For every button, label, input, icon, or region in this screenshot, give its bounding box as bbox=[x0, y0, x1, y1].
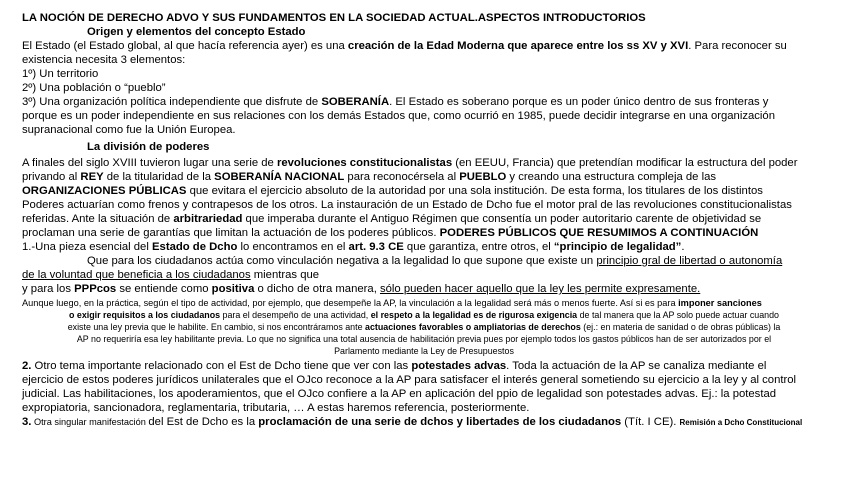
point-one-line bbox=[22, 268, 319, 282]
text-run-bold: “principio de legalidad” bbox=[553, 241, 682, 253]
text-run-bold: art. 9.3 CE bbox=[348, 241, 404, 253]
text-run: mientras que bbox=[250, 269, 320, 281]
paragraph-line: supranacional como fue la Unión Europea. bbox=[22, 124, 236, 136]
text-run: (en EEUU, Francia) que pretendían modificar la estructura del poder bbox=[452, 157, 798, 169]
text-run: del Est de Dcho es la bbox=[148, 416, 259, 428]
text-run-bold: potestades advas bbox=[411, 360, 507, 372]
text-run-bold: 3. bbox=[22, 416, 32, 428]
point-two-line bbox=[22, 359, 766, 373]
paragraph-line bbox=[22, 226, 758, 240]
section-heading-division: La división de poderes bbox=[87, 141, 210, 153]
small-note-line: AP no requeriría esa ley habilitante previa. Lo que no significa una total ausencia de habilitación previa pues por ejemplo todos los gastos públicos han de ser autorizados por el bbox=[76, 334, 772, 344]
point-three-line bbox=[22, 415, 802, 430]
small-note-line bbox=[14, 321, 834, 333]
text-run: para reconocérsela al bbox=[344, 171, 460, 183]
text-run: . El Estado es soberano porque es un poder único dentro de sus fronteras y bbox=[389, 96, 769, 108]
text-run: se entiende como bbox=[116, 283, 212, 295]
text-run-bold: PUEBLO bbox=[459, 171, 507, 183]
text-run-bold: proclamación de una serie de dchos y libertades de los ciudadanos bbox=[258, 416, 622, 428]
small-note-line bbox=[22, 297, 762, 309]
text-run-bold: REY bbox=[80, 171, 104, 183]
text-run-bold: revoluciones constitucionalistas bbox=[276, 157, 453, 169]
text-run: 1.-Una pieza esencial del bbox=[22, 241, 152, 253]
text-run: El Estado (el Estado global, al que hacía referencia ayer) es una bbox=[22, 40, 348, 52]
point-two-line: ejercicio de estos poderes jurídicos unilaterales que el OJco reconoce a la AP para satisfacer el interés general sometiendo su ejercicio a la ley y al control bbox=[22, 374, 797, 386]
point-one-line bbox=[22, 282, 700, 296]
point-two-line: judicial. Las habilitaciones, los apoderamientos, que el OJco confiere a la AP en aplicación del ppio de legalidad son potestades advas. Ej.: la potestad bbox=[22, 388, 777, 400]
text-run: que garantiza, entre otros, el bbox=[403, 241, 554, 253]
text-run: 3º) Una organización política independiente que disfrute de bbox=[22, 96, 322, 108]
text-run: existe una ley previa que le habilite. En cambio, si nos encontráramos ante bbox=[67, 322, 365, 332]
paragraph-line bbox=[22, 184, 763, 198]
section-heading-origen: Origen y elementos del concepto Estado bbox=[87, 26, 306, 38]
text-run: . Toda la actuación de la AP se canaliza mediante el bbox=[506, 360, 767, 372]
text-run: lo encontramos en el bbox=[237, 241, 349, 253]
text-run: (ej.: en materia de sanidad o de obras públicas) la bbox=[580, 322, 781, 332]
paragraph-line: existencia necesita 3 elementos: bbox=[22, 54, 186, 66]
text-run: . Para reconocer su bbox=[688, 40, 787, 52]
text-run: que imperaba durante el Antiguo Régimen que consentía un poder autoritario carente de objetividad se bbox=[242, 213, 762, 225]
text-run: referidas. Ante la situación de bbox=[22, 213, 174, 225]
text-run-bold: actuaciones favorables o ampliatorias de derechos bbox=[364, 322, 581, 332]
list-item: 1º) Un territorio bbox=[22, 68, 99, 80]
text-run-bold: el respeto a la legalidad es de rigurosa exigencia bbox=[370, 310, 578, 320]
paragraph-line bbox=[22, 39, 787, 53]
paragraph-line bbox=[22, 170, 716, 184]
text-run-bold: PPPcos bbox=[74, 283, 117, 295]
small-note-line: Parlamento mediante la Ley de Presupuestos bbox=[334, 346, 514, 356]
point-one-line bbox=[22, 240, 684, 254]
text-run-bold: arbitrariedad bbox=[173, 213, 243, 225]
text-run: de tal manera que la AP solo puede actuar cuando bbox=[577, 310, 779, 320]
text-run: para el desempeño de una actividad, bbox=[220, 310, 371, 320]
text-run-underlined: de la voluntad que beneficia a los ciudadanos bbox=[22, 269, 251, 281]
paragraph-line bbox=[22, 156, 797, 170]
paragraph-line: Poderes actuarían como frenos y contrapesos de los otros. La instauración de un Estado de Dcho fue el motor pral de las revoluciones constitucionalistas bbox=[22, 199, 792, 211]
text-run: proclaman una serie de garantías que limitan la actuación de los poderes públicos. bbox=[22, 227, 440, 239]
text-run-bold: positiva bbox=[211, 283, 255, 295]
small-note-line bbox=[14, 309, 834, 321]
paragraph-line: porque es un poder independiente en sus relaciones con los demás Estados que, como ocurrió en 1985, puede decidir integrarse en una organización bbox=[22, 110, 775, 122]
text-run-bold: creación de la Edad Moderna que aparece entre los ss XV y XVI bbox=[347, 40, 689, 52]
text-run: privando al bbox=[22, 171, 81, 183]
list-item bbox=[22, 95, 768, 109]
text-run-bold: imponer sanciones bbox=[678, 298, 762, 308]
text-run-bold: 2. bbox=[22, 360, 32, 372]
document-title: LA NOCIÓN DE DERECHO ADVO Y SUS FUNDAMENTOS EN LA SOCIEDAD ACTUAL.ASPECTOS INTRODUCTORIOS bbox=[22, 12, 646, 24]
text-run: que evitara el ejercicio absoluto de la autoridad por una sola institución. De esta forma, los titulares de los distintos bbox=[186, 185, 763, 197]
text-run: Que para los ciudadanos actúa como vinculación negativa a la legalidad lo que supone que existe un bbox=[87, 255, 597, 267]
text-run-remision: Remisión a Dcho Constitucional bbox=[679, 418, 803, 427]
text-run: y creando una estructura compleja de las bbox=[506, 171, 717, 183]
text-run: o dicho de otra manera, bbox=[254, 283, 380, 295]
text-run-bold: o exigir requisitos a los ciudadanos bbox=[68, 310, 221, 320]
text-run-bold: SOBERANÍA NACIONAL bbox=[214, 171, 345, 183]
text-run: de la titularidad de la bbox=[103, 171, 215, 183]
text-run: . bbox=[681, 241, 685, 253]
paragraph-line bbox=[22, 212, 761, 226]
text-run: (Tít. I CE). bbox=[621, 416, 680, 428]
text-run: Otro tema importante relacionado con el Est de Dcho tiene que ver con las bbox=[31, 360, 412, 372]
text-run-small: Otra singular manifestación bbox=[31, 417, 149, 427]
text-run-underlined: principio gral de libertad o autonomía bbox=[596, 255, 783, 267]
point-one-line bbox=[87, 254, 782, 268]
text-run: y para los bbox=[22, 283, 75, 295]
text-run-bold: ORGANIZACIONES PÚBLICAS bbox=[22, 185, 187, 197]
list-item: 2º) Una población o “pueblo” bbox=[22, 82, 166, 94]
point-two-line: expropiatoria, sancionadora, reglamentaria, tributaria, … A estas haremos referencia, posteriormente. bbox=[22, 402, 530, 414]
text-run-underlined: sólo pueden hacer aquello que la ley les permite expresamente. bbox=[379, 283, 701, 295]
text-run-bold: PODERES PÚBLICOS QUE RESUMIMOS A CONTINUACIÓN bbox=[439, 227, 759, 239]
text-run: A finales del siglo XVIII tuvieron lugar una serie de bbox=[22, 157, 277, 169]
text-run-bold: SOBERANÍA bbox=[321, 96, 390, 108]
text-run: Aunque luego, en la práctica, según el tipo de actividad, por ejemplo, que desempeñe la AP, la vinculación a la legalidad será más o menos fuerte. Así si es para bbox=[22, 298, 679, 308]
text-run-bold: Estado de Dcho bbox=[152, 241, 238, 253]
